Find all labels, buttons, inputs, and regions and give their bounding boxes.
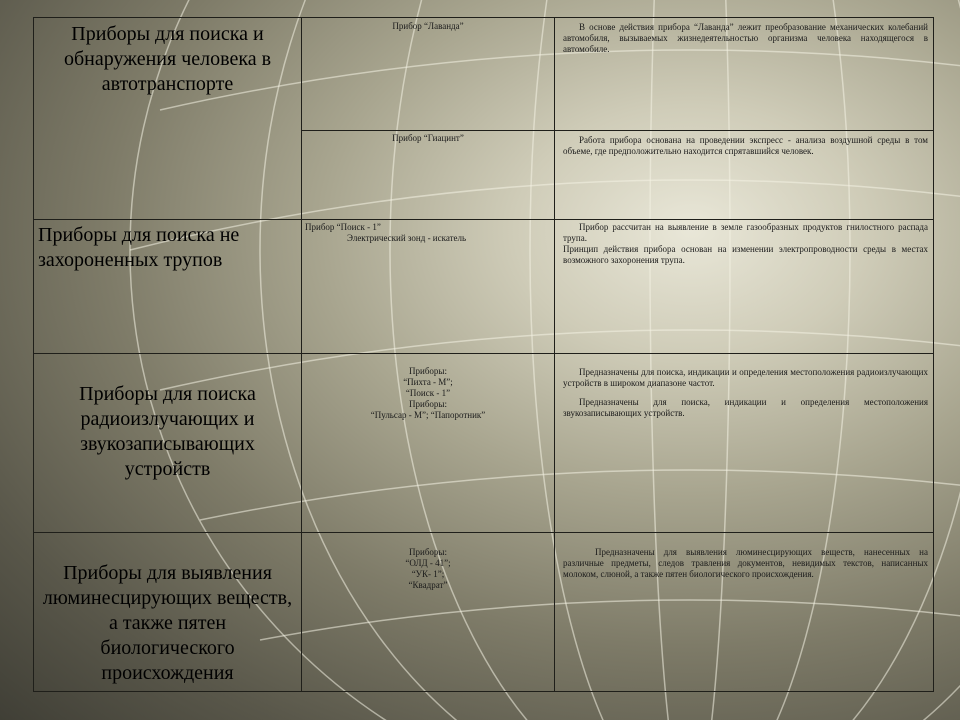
device-cell bbox=[302, 131, 555, 220]
device-name: Прибор “Гиацинт” bbox=[392, 133, 464, 143]
device-subtitle: Электрический зонд - искатель bbox=[347, 233, 467, 243]
device-name: “Пульсар - М”; “Папоротник” bbox=[370, 410, 486, 420]
table-row bbox=[34, 18, 934, 131]
category-title: Приборы для выявления люминесцирующих веществ, а также пятен биологического происхождения bbox=[42, 562, 293, 684]
device-cell bbox=[302, 220, 555, 354]
category-title: Приборы для поиска и обнаружения человека в автотранспорте bbox=[63, 23, 272, 95]
category-title: Приборы для поиска не захороненных трупов bbox=[38, 224, 240, 271]
device-list-label: Приборы: bbox=[409, 399, 447, 409]
device-name: “ОЛД - 41”; bbox=[405, 558, 451, 568]
table-row bbox=[34, 220, 934, 354]
device-name: Прибор “Поиск - 1” bbox=[305, 222, 381, 232]
device-description: В основе действия прибора “Лаванда” лежит преобразование механических колебаний автомобиля, вызываемых жизнедеятельностью организма человека находящегося в автомобиле. bbox=[563, 22, 928, 54]
device-description: Предназначены для поиска, индикации и определения местоположения радиоизлучающих устройств в широком диапазоне частот. bbox=[563, 367, 928, 388]
device-name: “Пихта - М”; bbox=[403, 377, 453, 387]
description-cell bbox=[555, 533, 934, 692]
description-cell bbox=[555, 220, 934, 354]
device-name: Прибор “Лаванда” bbox=[392, 21, 464, 31]
device-description: Предназначены для выявления люминесцирующих веществ, нанесенных на различные предметы, следов травления документов, невидимых текстов, написанных молоком, слюной, а также пятен биологического происхождения. bbox=[563, 547, 928, 579]
description-cell bbox=[555, 131, 934, 220]
device-description-principle: Принцип действия прибора основан на изменении электропроводности среды в местах возможного захоронения трупа. bbox=[563, 244, 928, 265]
description-cell bbox=[555, 354, 934, 533]
category-cell bbox=[34, 18, 302, 220]
category-cell bbox=[34, 354, 302, 533]
category-cell bbox=[34, 533, 302, 692]
device-description: Предназначены для поиска, индикации и определения местоположения звукозаписывающих устройств. bbox=[563, 397, 928, 418]
device-list-label: Приборы: bbox=[409, 547, 447, 557]
device-cell bbox=[302, 18, 555, 131]
device-description: Прибор рассчитан на выявление в земле газообразных продуктов гнилостного распада трупа. bbox=[563, 222, 928, 243]
device-cell bbox=[302, 533, 555, 692]
devices-table bbox=[33, 17, 934, 692]
table-row bbox=[34, 354, 934, 533]
device-description: Работа прибора основана на проведении экспресс - анализа воздушной среды в том объеме, где предположительно находится спрятавшийся человек. bbox=[563, 135, 928, 156]
category-title: Приборы для поиска радиоизлучающих и звукозаписывающих устройств bbox=[79, 383, 256, 480]
device-name: “УК- 1”; bbox=[411, 569, 445, 579]
device-name: “Квадрат” bbox=[408, 580, 448, 590]
category-cell bbox=[34, 220, 302, 354]
device-cell bbox=[302, 354, 555, 533]
table-row bbox=[34, 533, 934, 692]
device-list-label: Приборы: bbox=[409, 366, 447, 376]
device-name: “Поиск - 1” bbox=[405, 388, 451, 398]
description-cell bbox=[555, 18, 934, 131]
